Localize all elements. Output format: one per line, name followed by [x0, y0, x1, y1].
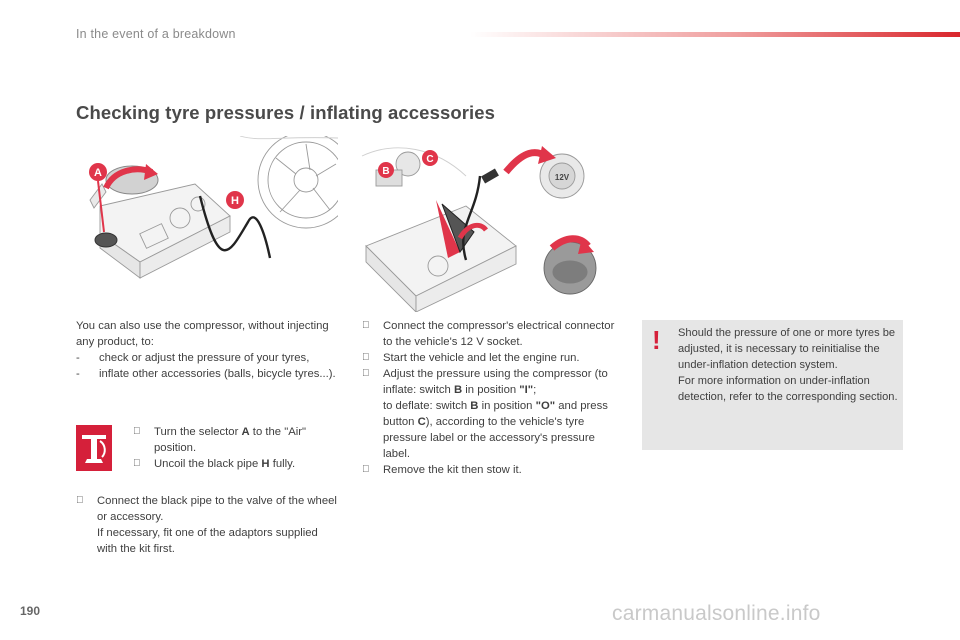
warning-text: Should the pressure of one or more tyres be adjusted, it is necessary to reinitialise the under-inflation detection system. For more information on under-inflation detection, refer to the corresponding section.: [678, 327, 898, 403]
page-title: Checking tyre pressures / inflating accessories: [76, 102, 496, 123]
step-connect-pipe: Connect the black pipe to the valve of the wheel or accessory. If necessary, fit one of the adaptors supplied with the kit first.: [97, 495, 337, 555]
step-adjust-pressure: Adjust the pressure using the compressor (to inflate: switch B in position "I"; to deflate: switch B in position "O" and press button C), according to the vehicle's tyre pressure label or the accessory's pressure label.: [383, 368, 608, 460]
warning-exclamation-icon: !: [652, 325, 661, 355]
intro-lead: You can also use the compressor, without injecting any product, to:: [76, 320, 329, 348]
electrical-connection-illustration: [356, 136, 614, 312]
label-h: H: [231, 195, 239, 207]
intro-item-inflate: - inflate other accessories (balls, bicycle tyres...).: [76, 368, 336, 380]
step-connect-electrical: Connect the compressor's electrical connector to the vehicle's 12 V socket.: [383, 320, 615, 348]
step-remove-kit: Remove the kit then stow it.: [383, 464, 522, 476]
section-header: In the event of a breakdown: [76, 27, 236, 41]
intro-text: [76, 318, 338, 382]
watermark: carmanualsonline.info: [612, 602, 821, 625]
compressor-illustration: [80, 136, 338, 284]
step-start-vehicle: Start the vehicle and let the engine run.: [383, 352, 580, 364]
steps-compressor: [362, 318, 624, 478]
label-b: B: [382, 166, 390, 177]
label-c: C: [426, 154, 434, 165]
header-gradient-bar: [470, 32, 960, 37]
socket-12v-label: 12V: [554, 173, 570, 182]
steps-selector-pipe: [133, 424, 333, 472]
label-a: A: [94, 167, 102, 179]
compressor-tool-icon: [76, 425, 112, 471]
step-turn-selector: Turn the selector A to the "Air" position.: [154, 426, 307, 454]
page-number: 190: [20, 604, 41, 618]
step-uncoil-pipe: Uncoil the black pipe H fully.: [154, 458, 296, 470]
intro-item-check: - check or adjust the pressure of your tyres,: [76, 352, 310, 364]
